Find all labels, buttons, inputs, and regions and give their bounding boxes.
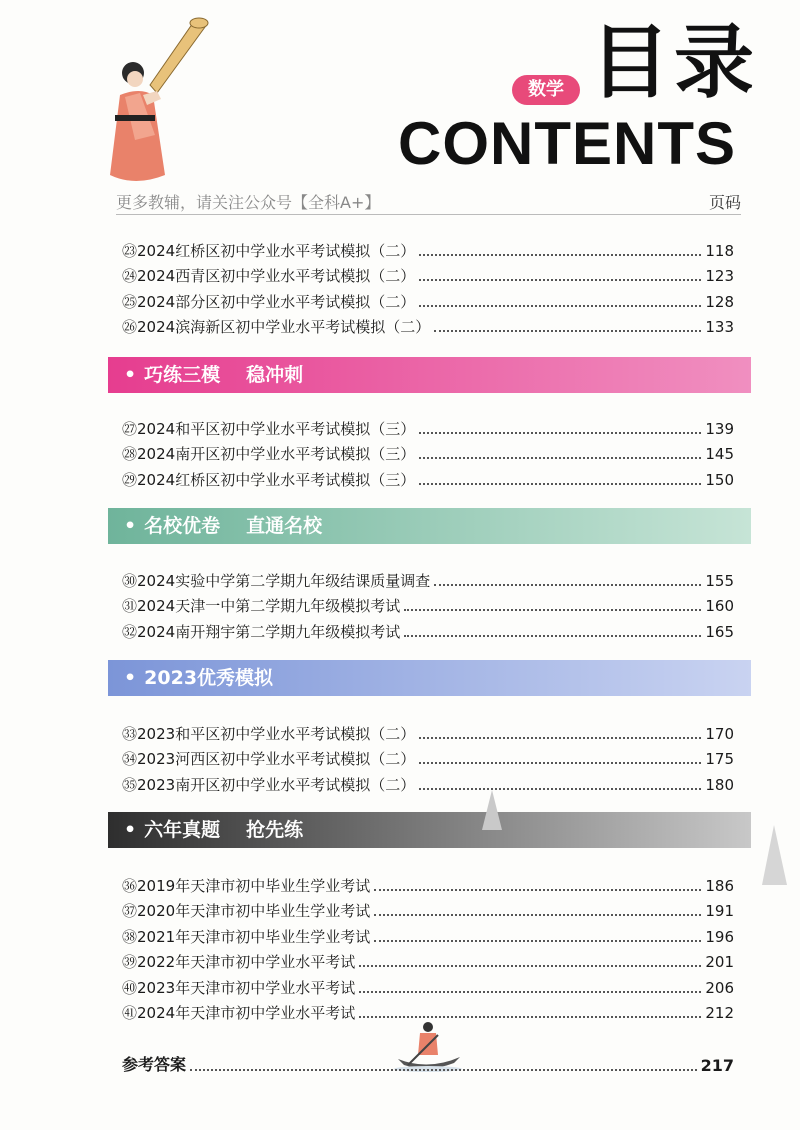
subject-badge: 数学 [512,75,580,105]
toc-entry[interactable]: ㉚ 2024实验中学第二学期九年级结课质量调查 155 [122,571,734,590]
toc-entry[interactable]: ㉖ 2024滨海新区初中学业水平考试模拟（二） 133 [122,318,734,336]
toc-entry-page: 139 [705,419,734,438]
page-column-label: 页码 [708,193,741,212]
mountain-peak-decoration [762,825,787,885]
toc-entry-page: 165 [705,622,734,641]
toc-entry-page: 123 [705,267,734,285]
toc-entry-label: 2024红桥区初中学业水平考试模拟（三） [137,470,416,489]
toc-entry-label: 2024年天津市初中学业水平考试 [137,1004,356,1022]
toc-group [122,412,734,489]
section-header-six-year-exams: • 六年真题 抢先练 [108,812,751,848]
toc-entry[interactable]: ㉞ 2023河西区初中学业水平考试模拟（二） 175 [122,750,734,768]
toc-entry[interactable]: ㉘ 2024南开区初中学业水平考试模拟（三） 145 [122,445,734,463]
toc-entry-page: 212 [705,1004,734,1022]
toc-entry[interactable]: ㉜ 2024南开翔宇第二学期九年级模拟考试 165 [122,622,734,641]
toc-entry-page: 118 [705,241,734,260]
toc-entry-label: 2024滨海新区初中学业水平考试模拟（二） [137,318,431,336]
toc-entry-page: 180 [705,775,734,794]
toc-entry-page: 133 [705,318,734,336]
toc-entry-page: 155 [705,571,734,590]
toc-entry[interactable]: ㊱ 2019年天津市初中毕业生学业考试 186 [122,876,734,895]
section-header-2023-mock: • 2023优秀模拟 [108,660,751,696]
toc-group [122,869,734,1022]
toc-entry-label: 2023南开区初中学业水平考试模拟（二） [137,775,416,794]
toc-entry-page: 201 [705,953,734,971]
toc-entry-label: 2024南开区初中学业水平考试模拟（三） [137,445,416,463]
toc-group [122,717,734,794]
section-title: 2023优秀模拟 [144,667,274,689]
toc-entry-page: 160 [705,597,734,615]
notice-text: 更多教辅，请关注公众号【全科A+】 [116,193,381,212]
toc-group [122,234,734,336]
toc-entry-page: 175 [705,750,734,768]
toc-entry-label: 2020年天津市初中毕业生学业考试 [137,902,371,920]
toc-entry-label: 2021年天津市初中毕业生学业考试 [137,927,371,946]
horn-player-illustration [95,15,215,190]
toc-entry-page: 150 [705,470,734,489]
page-title-english: CONTENTS [398,110,736,177]
toc-entry-label: 2024红桥区初中学业水平考试模拟（二） [137,241,416,260]
toc-entry-label: 2019年天津市初中毕业生学业考试 [137,876,371,895]
answers-page: 217 [700,1056,734,1075]
toc-entry-label: 2023和平区初中学业水平考试模拟（二） [137,724,416,743]
toc-entry[interactable]: ㊳ 2021年天津市初中毕业生学业考试 196 [122,927,734,946]
section-header-third-mock: • 巧练三模 稳冲刺 [108,357,751,393]
toc-entry[interactable]: ㉓ 2024红桥区初中学业水平考试模拟（二） 118 [122,241,734,260]
toc-entry-label: 2024天津一中第二学期九年级模拟考试 [137,597,401,615]
toc-entry-label: 2024南开翔宇第二学期九年级模拟考试 [137,622,401,641]
section-header-top-schools: • 名校优卷 直通名校 [108,508,751,544]
section-subtitle: 稳冲刺 [246,364,304,386]
toc-entry[interactable]: ㉟ 2023南开区初中学业水平考试模拟（二） 180 [122,775,734,794]
toc-entry-page: 191 [705,902,734,920]
toc-entry[interactable]: ㉛ 2024天津一中第二学期九年级模拟考试 160 [122,597,734,615]
section-subtitle: 抢先练 [246,819,304,841]
toc-entry[interactable]: ㊲ 2020年天津市初中毕业生学业考试 191 [122,902,734,920]
toc-entry-label: 2023河西区初中学业水平考试模拟（二） [137,750,416,768]
toc-entry-label: 2023年天津市初中学业水平考试 [137,978,356,997]
toc-entry-label: 2024实验中学第二学期九年级结课质量调查 [137,571,431,590]
answers-label: 参考答案 [122,1055,187,1074]
toc-entry[interactable]: ㊶ 2024年天津市初中学业水平考试 212 [122,1004,734,1022]
toc-entry[interactable]: ㉙ 2024红桥区初中学业水平考试模拟（三） 150 [122,470,734,489]
toc-entry[interactable]: ㊴ 2022年天津市初中学业水平考试 201 [122,953,734,971]
section-title: 名校优卷 [144,515,221,537]
toc-entry[interactable]: ㉝ 2023和平区初中学业水平考试模拟（二） 170 [122,724,734,743]
toc-entry[interactable]: ㉔ 2024西青区初中学业水平考试模拟（二） 123 [122,267,734,285]
page-title: 目录 [590,16,758,109]
toc-entry[interactable]: ㉕ 2024部分区初中学业水平考试模拟（二） 128 [122,292,734,311]
toc-entry-page: 196 [705,927,734,946]
toc-entry-label: 2022年天津市初中学业水平考试 [137,953,356,971]
toc-entry[interactable]: ㊵ 2023年天津市初中学业水平考试 206 [122,978,734,997]
section-title: 六年真题 [144,819,221,841]
section-subtitle: 直通名校 [246,515,323,537]
toc-entry-page: 128 [705,292,734,311]
toc-entry-page: 186 [705,876,734,895]
toc-entry-answers[interactable] [122,1052,734,1075]
toc-group [122,564,734,641]
section-title: 巧练三模 [144,364,221,386]
toc-entry-label: 2024部分区初中学业水平考试模拟（二） [137,292,416,311]
mountain-peak-decoration [482,790,502,830]
toc-entry-page: 170 [705,724,734,743]
toc-entry[interactable]: ㉗ 2024和平区初中学业水平考试模拟（三） 139 [122,419,734,438]
toc-entry-page: 145 [705,445,734,463]
subheader [116,190,741,215]
toc-entry-label: 2024西青区初中学业水平考试模拟（二） [137,267,416,285]
toc-entry-page: 206 [705,978,734,997]
toc-entry-label: 2024和平区初中学业水平考试模拟（三） [137,419,416,438]
